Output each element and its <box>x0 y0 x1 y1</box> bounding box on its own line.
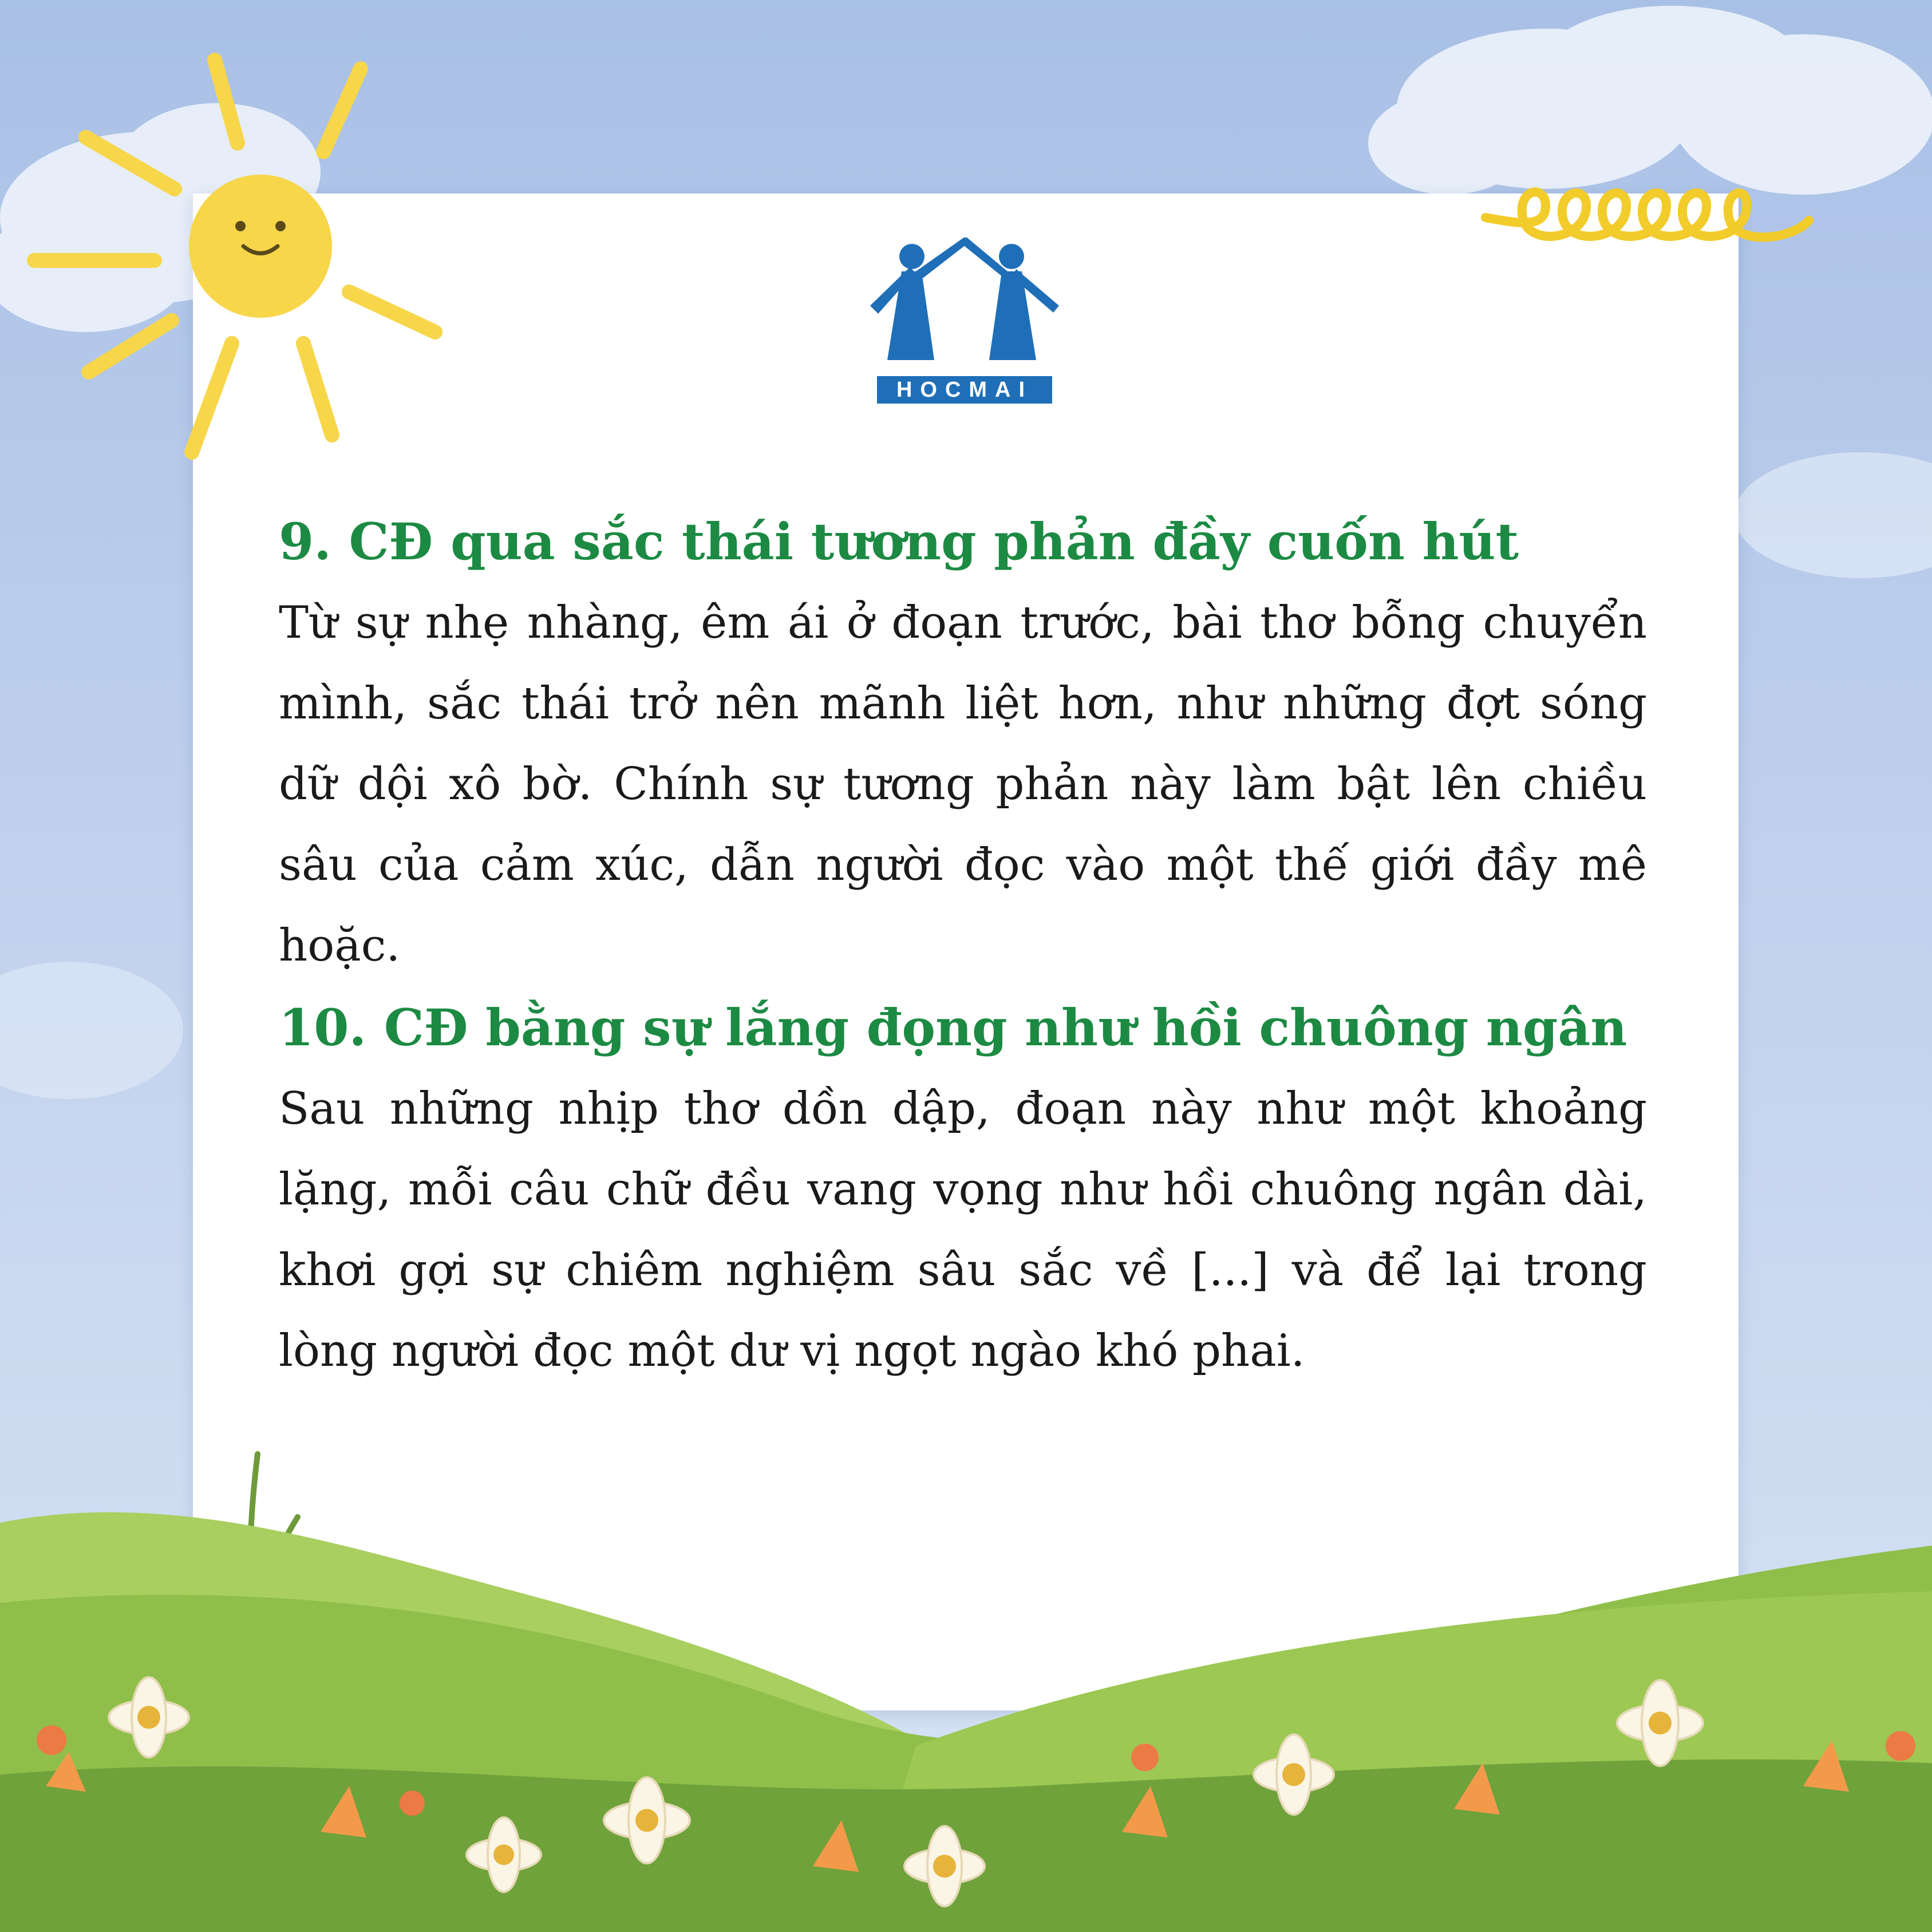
section-heading-10: 10. CĐ bằng sự lắng đọng như hồi chuông ngân <box>279 998 1627 1057</box>
section-body-9: Từ sự nhẹ nhàng, êm ái ở đoạn trước, bài thơ bỗng chuyển mình, sắc thái trở nên mãnh liệt hơn, như những đợt sóng dữ dội xô bờ. Chính sự tương phản này làm bật lên chiều sâu của cảm xúc, dẫn người đọc vào một thế giới đầy mê hoặc. <box>279 597 1647 971</box>
section-body-10: Sau những nhịp thơ dồn dập, đoạn này như một khoảng lặng, mỗi câu chữ đều vang vọng như hồi chuông ngân dài, khơi gợi sự chiêm nghiệm sâu sắc về [...] và để lại trong lòng người đọc một dư vị ngọt ngào khó phai. <box>279 1083 1647 1377</box>
logo-wordmark: HOCMAI <box>896 378 1033 402</box>
section-heading-9: 9. CĐ qua sắc thái tương phản đầy cuốn hút <box>279 512 1519 571</box>
article-content <box>279 504 1647 1395</box>
